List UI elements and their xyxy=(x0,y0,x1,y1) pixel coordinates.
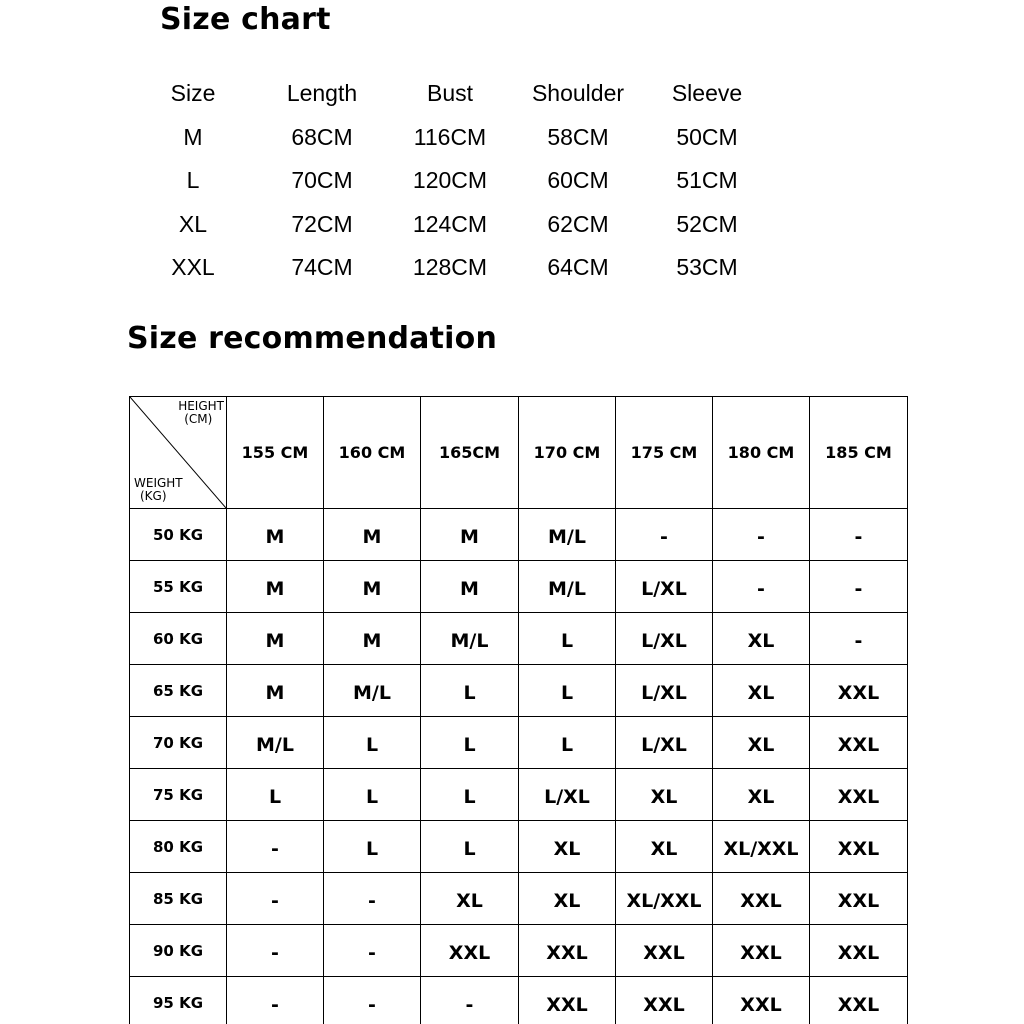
size-chart-value-cell: 51CM xyxy=(676,167,738,194)
recommended-size-cell: XL xyxy=(519,821,616,873)
recommended-size-cell: XXL xyxy=(519,925,616,977)
recommended-size-cell: L xyxy=(324,769,421,821)
size-chart-value-cell: 70CM xyxy=(291,167,353,194)
weight-axis-label xyxy=(134,477,183,503)
weight-row-header: 85 KG xyxy=(130,873,227,925)
recommended-size-cell: XL xyxy=(713,717,810,769)
weight-row-header: 60 KG xyxy=(130,613,227,665)
recommended-size-cell: L xyxy=(421,717,519,769)
size-recommendation-table xyxy=(129,396,908,1024)
size-chart-header-cell: Bust xyxy=(426,80,474,107)
size-chart-value-cell: 124CM xyxy=(412,210,488,237)
recommended-size-cell: L/XL xyxy=(616,561,713,613)
recommended-size-cell: XXL xyxy=(810,977,908,1024)
weight-row xyxy=(130,613,908,665)
size-chart-row xyxy=(150,159,750,203)
weight-row-header: 65 KG xyxy=(130,665,227,717)
recommended-size-cell: M/L xyxy=(519,561,616,613)
size-chart-row xyxy=(150,246,750,290)
weight-row xyxy=(130,665,908,717)
recommended-size-cell: M xyxy=(324,561,421,613)
height-column-header: 180 CM xyxy=(713,397,810,509)
recommended-size-cell: M xyxy=(227,613,324,665)
weight-row xyxy=(130,925,908,977)
recommended-size-cell: - xyxy=(324,873,421,925)
recommended-size-cell: - xyxy=(227,873,324,925)
size-chart-value-cell: 68CM xyxy=(291,123,353,150)
recommended-size-cell: L xyxy=(519,613,616,665)
size-chart-header-row xyxy=(150,72,750,116)
recommended-size-cell: L/XL xyxy=(616,717,713,769)
size-recommendation-title: Size recommendation xyxy=(127,321,498,356)
size-chart-table xyxy=(150,72,750,290)
recommended-size-cell: XXL xyxy=(616,977,713,1024)
height-header-row xyxy=(130,397,908,509)
recommended-size-cell: - xyxy=(324,977,421,1024)
recommended-size-cell: M/L xyxy=(519,509,616,561)
recommended-size-cell: L xyxy=(324,821,421,873)
weight-row xyxy=(130,717,908,769)
recommended-size-cell: XXL xyxy=(421,925,519,977)
recommended-size-cell: L/XL xyxy=(616,613,713,665)
recommended-size-cell: XXL xyxy=(713,925,810,977)
weight-row xyxy=(130,821,908,873)
recommended-size-cell: M xyxy=(421,561,519,613)
recommended-size-cell: L xyxy=(421,665,519,717)
recommended-size-cell: XL xyxy=(713,665,810,717)
size-chart-value-cell: 50CM xyxy=(676,123,738,150)
recommended-size-cell: M/L xyxy=(324,665,421,717)
weight-row-header: 80 KG xyxy=(130,821,227,873)
weight-row xyxy=(130,509,908,561)
recommended-size-cell: XL xyxy=(713,769,810,821)
recommended-size-cell: M xyxy=(421,509,519,561)
weight-row xyxy=(130,977,908,1024)
height-label: HEIGHT xyxy=(178,399,224,413)
recommended-size-cell: L xyxy=(421,769,519,821)
weight-row xyxy=(130,769,908,821)
recommended-size-cell: XXL xyxy=(810,925,908,977)
recommended-size-cell: - xyxy=(227,821,324,873)
recommended-size-cell: M xyxy=(324,509,421,561)
size-chart-value-cell: 72CM xyxy=(291,210,353,237)
weight-row xyxy=(130,873,908,925)
recommended-size-cell: XXL xyxy=(713,977,810,1024)
weight-row-header: 95 KG xyxy=(130,977,227,1024)
size-chart-header-cell: Length xyxy=(286,80,358,107)
size-chart-value-cell: 116CM xyxy=(413,123,487,150)
size-chart-value-cell: 58CM xyxy=(547,123,609,150)
recommended-size-cell: L xyxy=(227,769,324,821)
recommended-size-cell: XXL xyxy=(810,821,908,873)
recommended-size-cell: XXL xyxy=(810,873,908,925)
height-axis-label xyxy=(178,400,224,426)
height-column-header: 175 CM xyxy=(616,397,713,509)
size-chart-header-cell: Size xyxy=(170,80,216,107)
recommended-size-cell: M xyxy=(227,509,324,561)
weight-row-header: 75 KG xyxy=(130,769,227,821)
recommended-size-cell: L xyxy=(519,665,616,717)
recommended-size-cell: - xyxy=(324,925,421,977)
recommended-size-cell: L/XL xyxy=(519,769,616,821)
recommended-size-cell: - xyxy=(227,925,324,977)
recommended-size-cell: XXL xyxy=(713,873,810,925)
recommended-size-cell: - xyxy=(421,977,519,1024)
recommended-size-cell: - xyxy=(810,561,908,613)
recommended-size-cell: XXL xyxy=(519,977,616,1024)
size-chart-value-cell: 128CM xyxy=(412,254,488,281)
size-chart-row xyxy=(150,203,750,247)
height-column-header: 160 CM xyxy=(324,397,421,509)
weight-unit: (KG) xyxy=(140,489,167,503)
recommended-size-cell: XL xyxy=(713,613,810,665)
recommended-size-cell: M/L xyxy=(227,717,324,769)
height-unit: (CM) xyxy=(184,412,213,426)
recommended-size-cell: - xyxy=(713,509,810,561)
weight-row xyxy=(130,561,908,613)
size-chart-row xyxy=(150,116,750,160)
size-chart-header-cell: Sleeve xyxy=(671,80,743,107)
recommended-size-cell: - xyxy=(616,509,713,561)
height-column-header: 170 CM xyxy=(519,397,616,509)
recommended-size-cell: - xyxy=(227,977,324,1024)
weight-row-header: 55 KG xyxy=(130,561,227,613)
size-chart-value-cell: 62CM xyxy=(547,210,609,237)
size-chart-value-cell: 52CM xyxy=(676,210,738,237)
recommended-size-cell: XL/XXL xyxy=(616,873,713,925)
recommended-size-cell: M xyxy=(227,561,324,613)
size-chart-value-cell: 60CM xyxy=(547,167,609,194)
corner-header-cell xyxy=(130,397,227,509)
height-column-header: 165CM xyxy=(421,397,519,509)
size-chart-value-cell: 120CM xyxy=(412,167,488,194)
size-chart-value-cell: 64CM xyxy=(547,254,609,281)
recommended-size-cell: XL xyxy=(519,873,616,925)
recommended-size-cell: XL xyxy=(616,769,713,821)
recommended-size-cell: M xyxy=(324,613,421,665)
size-chart-value-cell: 53CM xyxy=(676,254,738,281)
recommended-size-cell: L xyxy=(324,717,421,769)
height-column-header: 155 CM xyxy=(227,397,324,509)
weight-row-header: 70 KG xyxy=(130,717,227,769)
recommended-size-cell: L xyxy=(421,821,519,873)
recommended-size-cell: XXL xyxy=(810,717,908,769)
size-chart-title: Size chart xyxy=(160,2,331,37)
recommended-size-cell: L xyxy=(519,717,616,769)
recommended-size-cell: - xyxy=(713,561,810,613)
size-chart-size-cell: L xyxy=(186,167,200,194)
recommended-size-cell: XL/XXL xyxy=(713,821,810,873)
recommended-size-cell: M xyxy=(227,665,324,717)
size-chart-header-cell: Shoulder xyxy=(531,80,625,107)
recommended-size-cell: XL xyxy=(421,873,519,925)
size-chart-size-cell: XXL xyxy=(171,254,215,281)
weight-row-header: 90 KG xyxy=(130,925,227,977)
recommended-size-cell: XXL xyxy=(810,769,908,821)
recommended-size-cell: M/L xyxy=(421,613,519,665)
recommended-size-cell: XXL xyxy=(810,665,908,717)
weight-label: WEIGHT xyxy=(134,476,183,490)
height-column-header: 185 CM xyxy=(810,397,908,509)
size-chart-value-cell: 74CM xyxy=(291,254,353,281)
recommended-size-cell: - xyxy=(810,613,908,665)
recommended-size-cell: XL xyxy=(616,821,713,873)
recommended-size-cell: - xyxy=(810,509,908,561)
size-chart-size-cell: XL xyxy=(178,210,208,237)
size-chart-size-cell: M xyxy=(183,123,203,150)
recommended-size-cell: XXL xyxy=(616,925,713,977)
recommended-size-cell: L/XL xyxy=(616,665,713,717)
weight-row-header: 50 KG xyxy=(130,509,227,561)
